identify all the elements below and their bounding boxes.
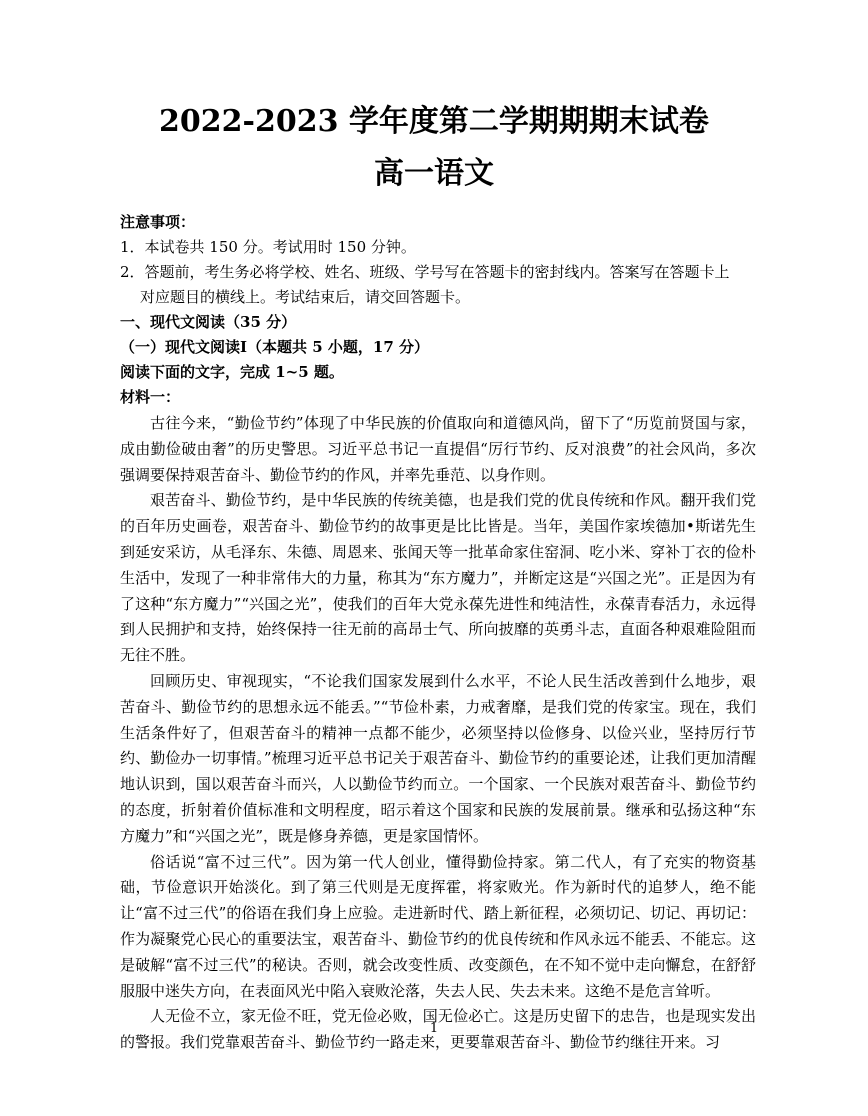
subsection-heading: （一）现代文阅读Ⅰ（本题共 5 小题，17 分） (120, 338, 429, 356)
exam-content (120, 210, 756, 1056)
paragraph-1: 古往今来，“勤俭节约”体现了中华民族的价值取向和道德风尚，留下了“历览前贤国与家，成由勤俭破由奢”的历史警思。习近平总书记一直提倡“厉行节约、反对浪费”的社会风尚，多次强调要保持艰苦奋斗、勤俭节约的作风，并率先垂范、以身作则。 (120, 414, 756, 484)
material-paragraphs (120, 411, 756, 1056)
reading-instruction: 阅读下面的文字，完成 1~5 题。 (120, 363, 344, 381)
notice-item-2: 2．答题前，考生务必将学校、姓名、班级、学号写在答题卡的密封线内。答案写在答题卡上 (120, 263, 730, 281)
notice-heading: 注意事项： (120, 213, 196, 231)
notice-item-1: 1．本试卷共 150 分。考试用时 150 分钟。 (120, 238, 416, 256)
notice-item-2-continued: 对应题目的横线上。考试结束后，请交回答题卡。 (140, 288, 471, 306)
page-number: 1 (429, 1021, 439, 1036)
paragraph-3: 回顾历史、审视现实，“不论我们国家发展到什么水平，不论人民生活改善到什么地步，艰苦奋斗、勤俭节约的思想永远不能丢。”“节俭朴素，力戒奢靡，是我们党的传家宝。现在，我们生活条件好了，但艰苦奋斗的精神一点都不能少，必须坚持以俭修身、以俭兴业，坚持厉行节约、勤俭办一切事情。”梳理习近平总书记关于艰苦奋斗、勤俭节约的重要论述，让我们更加清醒地认识到，国以艰苦奋斗而兴，人以勤俭节约而立。一个国家、一个民族对艰苦奋斗、勤俭节约的态度，折射着价值标准和文明程度，昭示着这个国家和民族的发展前景。继承和弘扬这种“东方魔力”和“兴国之光”，既是修身养德，更是家国情怀。 (120, 671, 756, 845)
paragraph-2: 艰苦奋斗、勤俭节约，是中华民族的传统美德，也是我们党的优良传统和作风。翻开我们党的百年历史画卷，艰苦奋斗、勤俭节约的故事更是比比皆是。当年，美国作家埃德加•斯诺先生到延安采访，从毛泽东、朱德、周恩来、张闻天等一批革命家住窑洞、吃小米、穿补丁衣的俭朴生活中，发现了一种非常伟大的力量，称其为“东方魔力”，并断定这是“兴国之光”。正是因为有了这种“东方魔力”“兴国之光”，使我们的百年大党永葆先进性和纯洁性，永葆青春活力，永远得到人民拥护和支持，始终保持一往无前的高昂士气、所向披靡的英勇斗志，直面各种艰难险阻而无往不胜。 (120, 491, 756, 665)
exam-subtitle: 高一语文 (374, 156, 494, 191)
paragraph-5: 人无俭不立，家无俭不旺，党无俭必败，国无俭必亡。这是历史留下的忠告，也是现实发出的警报。我们党靠艰苦奋斗、勤俭节约一路走来，更要靠艰苦奋斗、勤俭节约继往开来。习 (120, 1007, 756, 1052)
section-heading: 一、现代文阅读（35 分） (120, 313, 297, 331)
paragraph-4: 俗话说“富不过三代”。因为第一代人创业，懂得勤俭持家。第二代人，有了充实的物资基础，节俭意识开始淡化。到了第三代则是无度挥霍，将家败光。作为新时代的追梦人，绝不能让“富不过三代”的俗语在我们身上应验。走进新时代、踏上新征程，必须切记、切记、再切记：作为凝聚党心民心的重要法宝，艰苦奋斗、勤俭节约的优良传统和作风永远不能丢、不能忘。这是破解“富不过三代”的秘诀。否则，就会改变性质、改变颜色，在不知不觉中走向懈怠，在舒舒服服中迷失方向，在表面风光中陷入衰败沦落，失去人民、失去未来。这绝不是危言耸听。 (120, 852, 756, 1000)
exam-title: 2022-2023 学年度第二学期期期末试卷 (159, 104, 709, 139)
material-label: 材料一： (120, 388, 181, 406)
